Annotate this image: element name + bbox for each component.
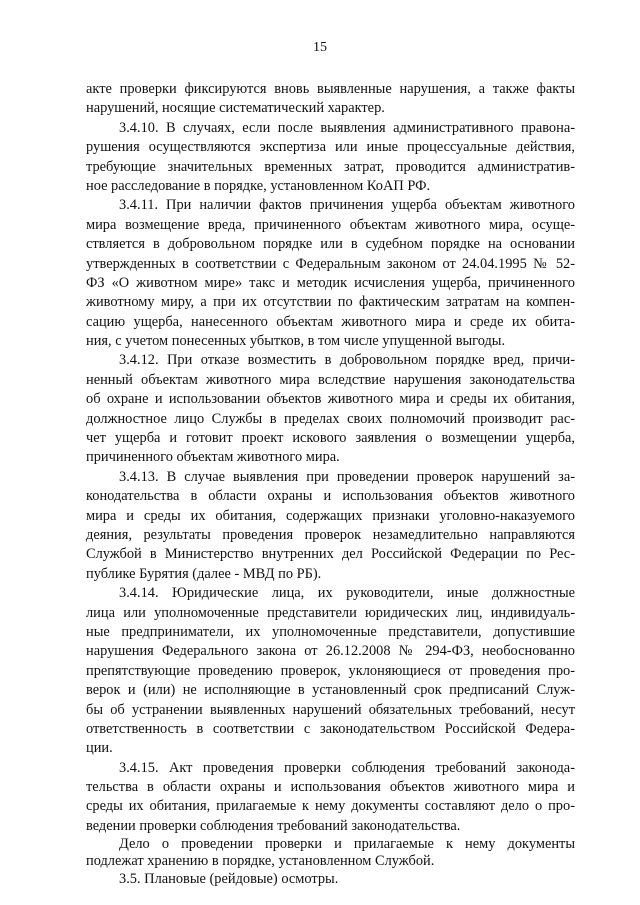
text-line: утвержденных в соответствии с Федеральным законом от 24.04.1995 № 52-: [86, 255, 575, 272]
text-line: 3.5. Плановые (рейдовые) осмотры.: [119, 871, 339, 888]
paragraph-3-4-13: [86, 468, 575, 584]
text-line: Дело о проведении проверки и прилагаемые к нему документы: [119, 836, 575, 853]
text-line: публике Бурятия (далее - МВД по РБ).: [86, 565, 322, 582]
text-line: нарушения Федерального закона от 26.12.2008 № 294-ФЗ, необоснованно: [86, 643, 575, 660]
text-line: тельства в области охраны и использования объектов животного мира и: [86, 779, 575, 796]
text-line: 3.4.11. При наличии фактов причинения ущерба объектам животного: [119, 197, 575, 214]
text-line: об охране и использовании объектов животного мира и среды их обитания,: [86, 391, 575, 408]
text-line: ненный объектам животного мира вследствие нарушения законодательства: [86, 371, 575, 388]
paragraph-case-file: [86, 836, 575, 870]
text-line: ния, с учетом понесенных убытков, в том числе упущенной выгоды.: [86, 333, 506, 350]
text-line: сацию ущерба, нанесенного объектам животного мира и среде их обита-: [86, 313, 575, 330]
text-line: среды их обитания, прилагаемые к нему документы составляют дело о про-: [86, 798, 575, 815]
paragraph: [86, 80, 575, 119]
text-line: ведении проверки соблюдения требований законодательства.: [86, 817, 461, 834]
text-line: причиненного объектам животного мира.: [86, 449, 340, 466]
text-line: 3.4.14. Юридические лица, их руководители, иные должностные: [119, 585, 575, 602]
page-number: 15: [313, 40, 327, 55]
text-line: 3.4.13. В случае выявления при проведении проверок нарушений за-: [119, 468, 575, 485]
text-line: верок и (или) не исполняющие в установленный срок предписаний Служ-: [86, 682, 575, 699]
text-line: животному миру, а при их отсутствии по фактическим затратам на компен-: [86, 294, 575, 311]
text-line: бы об устранении выявленных нарушений обязательных требований, несут: [86, 701, 575, 718]
text-line: мира возмещение вреда, причиненного объектам животного мира, осуще-: [86, 216, 575, 233]
text-line: акте проверки фиксируются вновь выявленные нарушения, а также факты: [86, 81, 575, 97]
section-heading-3-5: [86, 870, 575, 889]
text-line: ответственность в соответствии с законодательством Российской Федера-: [86, 720, 575, 737]
paragraph-3-4-12: [86, 351, 575, 467]
text-line: ФЗ «О животном мире» такс и методик исчисления ущерба, причиненного: [86, 274, 575, 291]
text-line: 3.4.10. В случаях, если после выявления административного правона-: [119, 119, 575, 136]
paragraph-3-4-15: [86, 759, 575, 837]
text-line: нарушений, носящие систематический характер.: [86, 100, 385, 117]
text-line: Службой в Министерство внутренних дел Российской Федерации по Рес-: [86, 546, 575, 563]
text-line: 3.4.12. При отказе возместить в добровольном порядке вред, причи-: [119, 352, 575, 369]
paragraph-3-4-10: [86, 119, 575, 197]
text-line: конодательства в области охраны и использования объектов животного: [86, 488, 575, 505]
text-line: 3.4.15. Акт проведения проверки соблюдения требований законода-: [119, 759, 575, 776]
text-line: лица или уполномоченные представители юридических лиц, индивидуаль-: [86, 604, 575, 621]
text-line: чет ущерба и готовит проект искового заявления о возмещении ущерба,: [86, 430, 575, 447]
text-line: деяния, результаты проведения проверок незамедлительно направляются: [86, 526, 575, 543]
paragraph-3-4-11: [86, 196, 575, 351]
text-line: ствляется в добровольном порядке или в судебном порядке на основании: [86, 236, 575, 253]
text-line: ные предприниматели, их уполномоченные представители, допустившие: [86, 623, 575, 640]
document-body: [86, 80, 575, 890]
text-line: подлежат хранению в порядке, установленном Службой.: [86, 853, 435, 870]
text-line: ное расследование в порядке, установленном КоАП РФ.: [86, 177, 431, 194]
text-line: должностное лицо Службы в пределах своих полномочий производит рас-: [86, 410, 575, 427]
text-line: препятствующие проведению проверок, уклоняющиеся от проведения про-: [86, 662, 575, 679]
text-line: ции.: [86, 740, 113, 757]
text-line: рушения осуществляются экспертиза или иные процессуальные действия,: [86, 139, 575, 156]
text-line: мира и среды их обитания, содержащих признаки уголовно-наказуемого: [86, 507, 575, 524]
text-line: требующие значительных временных затрат, проводится административ-: [86, 158, 575, 175]
paragraph-3-4-14: [86, 584, 575, 759]
